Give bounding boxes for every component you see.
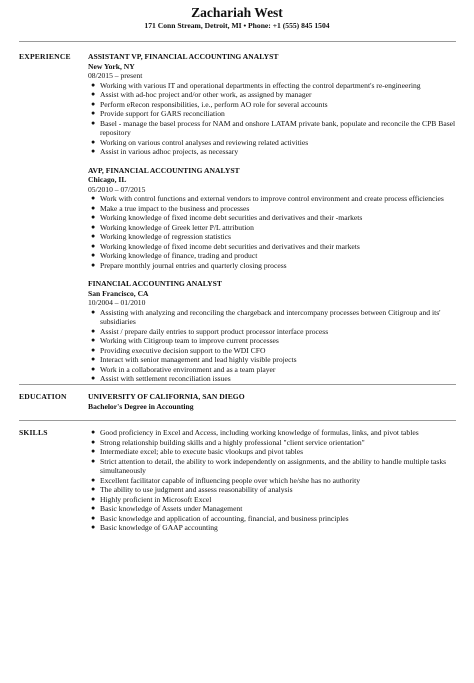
bullet-icon: ● (91, 364, 96, 373)
list-item (88, 476, 456, 486)
bullet-icon: ● (91, 260, 96, 269)
list-item (88, 485, 456, 495)
experience-body (88, 52, 456, 393)
bullet-icon: ● (91, 475, 96, 484)
list-item (88, 147, 456, 157)
bullet-text: Interact with senior management and lead highly visible projects (100, 355, 297, 364)
job-bullet-list (88, 308, 456, 384)
list-item (88, 346, 456, 356)
list-item (88, 119, 456, 138)
list-item (88, 138, 456, 148)
skill-text: Basic knowledge of Assets under Management (100, 504, 243, 513)
bullet-text: Working with Citigroup team to improve current processes (100, 336, 279, 345)
header-divider (19, 41, 456, 42)
job-location: New York, NY (88, 61, 135, 71)
bullet-icon: ● (91, 109, 96, 117)
list-item (88, 355, 456, 365)
bullet-icon: ● (91, 355, 96, 363)
skill-text: Basic knowledge and application of accounting, financial, and business principles (100, 513, 349, 523)
list-item (88, 428, 456, 438)
bullet-text: Make a true impact to the business and processes (100, 203, 250, 213)
skills-list (88, 428, 456, 533)
list-item (88, 261, 456, 271)
job-dates: 08/2015 – present (88, 71, 143, 80)
bullet-icon: ● (91, 485, 96, 493)
bullet-icon: ● (91, 447, 96, 455)
job-dates: 05/2010 – 07/2015 (88, 184, 146, 194)
list-item (88, 213, 456, 223)
list-item (88, 495, 456, 505)
bullet-icon: ● (91, 374, 96, 382)
bullet-text: Assist in various adhoc projects, as necessary (100, 147, 239, 156)
list-item (88, 514, 456, 524)
list-item (88, 438, 456, 448)
list-item (88, 523, 456, 533)
list-item (88, 308, 456, 327)
list-item (88, 504, 456, 514)
bullet-icon: ● (91, 194, 96, 202)
education-body (88, 392, 456, 411)
bullet-icon: ● (91, 80, 96, 89)
bullet-text: Basel - manage the basel process for NAM and onshore LATAM private bank, populate and reconcile the CPB Basel repository (100, 118, 456, 137)
bullet-text: Working knowledge of regression statistics (100, 232, 231, 241)
job-title: AVP, FINANCIAL ACCOUNTING ANALYST (88, 165, 240, 175)
skill-text: Highly proficient in Microsoft Excel (100, 494, 212, 504)
job-bullet-list (88, 194, 456, 270)
skill-text: Excellent facilitator capable of influencing people over which he/she has no authority (100, 475, 360, 485)
skill-text: Basic knowledge of GAAP accounting (100, 523, 218, 532)
list-item (88, 109, 456, 119)
bullet-icon: ● (91, 437, 96, 446)
bullet-icon: ● (91, 513, 96, 522)
list-item (88, 447, 456, 457)
list-item (88, 365, 456, 375)
list-item (88, 194, 456, 204)
bullet-icon: ● (91, 137, 96, 146)
bullet-text: Assist with settlement reconciliation issues (100, 374, 231, 383)
bullet-icon: ● (91, 504, 96, 512)
experience-label: EXPERIENCE (19, 52, 71, 61)
experience-divider (19, 384, 456, 385)
bullet-text: Providing executive decision support to the WDI CFO (100, 345, 266, 355)
bullet-icon: ● (91, 251, 96, 259)
list-item (88, 223, 456, 233)
list-item (88, 81, 456, 91)
education-divider (19, 420, 456, 421)
bullet-text: Work in a collaborative environment and as a team player (100, 364, 276, 374)
school-name: UNIVERSITY OF CALIFORNIA, SAN DIEGO (88, 392, 245, 401)
bullet-text: Provide support for GARS reconciliation (100, 109, 225, 118)
list-item (88, 374, 456, 384)
bullet-icon: ● (91, 222, 96, 231)
bullet-icon: ● (91, 336, 96, 344)
job-title: FINANCIAL ACCOUNTING ANALYST (88, 279, 222, 288)
bullet-icon: ● (91, 232, 96, 240)
job-3 (88, 279, 456, 384)
degree: Bachelor's Degree in Accounting (88, 401, 194, 411)
job-bullet-list (88, 81, 456, 157)
list-item (88, 242, 456, 252)
skills-label: SKILLS (19, 428, 48, 437)
skill-text: Intermediate excel; able to execute basic vlookups and pivot tables (100, 447, 304, 456)
bullet-icon: ● (91, 494, 96, 503)
list-item (88, 100, 456, 110)
bullet-text: Working knowledge of Greek letter P/L attribution (100, 222, 254, 232)
list-item (88, 90, 456, 100)
bullet-icon: ● (91, 345, 96, 354)
bullet-text: Work with control functions and external vendors to improve control environment and create process efficiencies (100, 194, 444, 203)
job-2 (88, 166, 456, 271)
list-item (88, 327, 456, 337)
bullet-icon: ● (91, 147, 96, 155)
contact-line: 171 Conn Stream, Detroit, MI • Phone: +1 (555) 845 1504 (144, 21, 330, 30)
bullet-icon: ● (91, 213, 96, 221)
bullet-icon: ● (91, 203, 96, 212)
bullet-icon: ● (91, 99, 96, 108)
bullet-text: Assist / prepare daily entries to support product processor interface process (100, 326, 329, 336)
bullet-icon: ● (91, 118, 96, 127)
bullet-icon: ● (91, 326, 96, 335)
bullet-text: Working on various control analyses and reviewing related activities (100, 137, 309, 147)
skill-text: Strict attention to detail, the ability to work independently on assignments, and the ability to handle multiple tasks simultaneously (100, 456, 447, 475)
bullet-text: Perform eRecon responsibilities, i.e., perform AO role for several accounts (100, 99, 328, 109)
list-item (88, 336, 456, 346)
bullet-icon: ● (91, 523, 96, 531)
bullet-text: Working knowledge of fixed income debt securities and derivatives and their markets (100, 241, 360, 251)
bullet-icon: ● (91, 456, 96, 465)
bullet-icon: ● (91, 428, 96, 436)
education-label: EDUCATION (19, 392, 67, 401)
list-item (88, 204, 456, 214)
job-title: ASSISTANT VP, FINANCIAL ACCOUNTING ANALYST (88, 52, 279, 61)
bullet-text: Working with various IT and operational departments in effecting the control department's re-engineering (100, 80, 421, 90)
job-location: San Francisco, CA (88, 288, 149, 298)
job-dates: 10/2004 – 01/2010 (88, 298, 146, 307)
job-location: Chicago, IL (88, 175, 127, 184)
job-1 (88, 52, 456, 157)
candidate-name: Zachariah West (191, 5, 283, 20)
skill-text: Strong relationship building skills and a highly professional "client service orientation" (100, 437, 365, 447)
bullet-text: Working knowledge of finance, trading and product (100, 251, 258, 260)
skills-body (88, 428, 456, 533)
bullet-text: Working knowledge of fixed income debt securities and derivatives and their -markets (100, 213, 363, 222)
list-item (88, 251, 456, 261)
list-item (88, 232, 456, 242)
bullet-icon: ● (91, 90, 96, 98)
bullet-text: Assisting with analyzing and reconciling the chargeback and intercompany processes between Citigroup and its' subsidiaries (100, 307, 441, 326)
list-item (88, 457, 456, 476)
skill-text: The ability to use judgment and assess reasonability of analysis (100, 485, 293, 494)
bullet-icon: ● (91, 241, 96, 250)
bullet-icon: ● (91, 307, 96, 316)
skill-text: Good proficiency in Excel and Access, including working knowledge of formulas, links, and pivot tables (100, 428, 419, 437)
bullet-text: Assist with ad-hoc project and/or other work, as assigned by manager (100, 90, 312, 99)
bullet-text: Prepare monthly journal entries and quarterly closing process (100, 260, 287, 270)
